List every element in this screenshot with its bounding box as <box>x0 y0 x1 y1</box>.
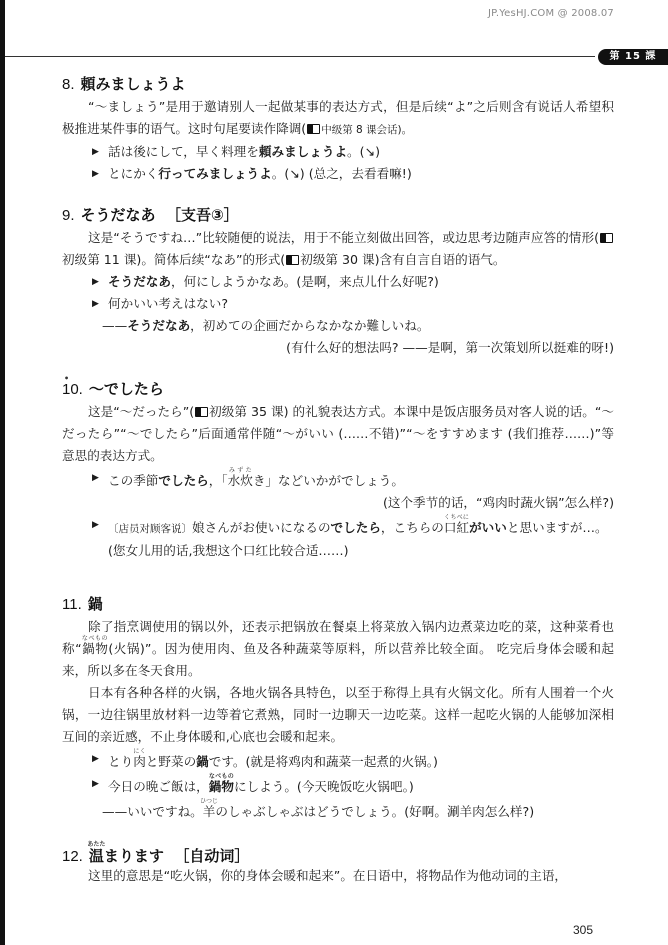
example-item <box>62 748 614 773</box>
triangle-bullet-icon: ▶ <box>92 169 99 179</box>
ruby-word: 温あたた <box>87 841 106 865</box>
watermark: JP.YesHJ.COM @ 2008.07 <box>488 8 614 19</box>
paragraph-text: 这是“～だったら”( <box>88 404 195 419</box>
example-keyword: 鍋 <box>196 754 209 769</box>
section-heading: 頼みましょうよ <box>80 75 186 93</box>
book-icon <box>195 407 208 417</box>
example-text: と野菜の <box>145 754 197 769</box>
paragraph-text: 除了指烹调使用的锅以外，还表示把锅放在餐桌上将菜放入锅内边煮菜边吃的菜，这种菜肴也称“ <box>62 619 614 656</box>
section-heading: そうだなあ <box>80 206 156 224</box>
triangle-bullet-icon: ▶ <box>92 473 99 483</box>
example-text: き」などいかがでしょう。 <box>252 473 404 488</box>
paragraph-text: 这是“そうですね…”比较随便的说法，用于不能立刻做出回答，或边思考边随声应答的情形( <box>88 230 599 245</box>
example-text: この季節 <box>108 473 159 488</box>
section-10-paragraph <box>62 401 614 467</box>
triangle-bullet-icon: ▶ <box>92 754 99 764</box>
book-icon <box>286 255 299 265</box>
triangle-bullet-icon: ▶ <box>92 520 99 530</box>
example-item <box>62 467 614 492</box>
ruby-word: 羊ひつじ <box>200 798 219 819</box>
example-reply <box>62 798 614 823</box>
triangle-bullet-icon: ▶ <box>92 147 99 157</box>
example-text: 。(↘) <box>347 144 381 159</box>
lesson-badge: 第 15 課 <box>598 49 668 65</box>
paragraph-text: 初级第 30 课)含有自言自语的语气。 <box>300 252 506 267</box>
paragraph-text: “～ましょう”是用于邀请别人一起做某事的表达方式，但是后续“よ”之后则含有说话人希望积极推进某件事的语气。这时句尾要读作降调( <box>62 99 614 136</box>
example-text: 。(↘) (总之，去看看嘛!) <box>271 166 412 181</box>
triangle-bullet-icon: ▶ <box>92 299 99 309</box>
paragraph-text: (火锅)”。因为使用肉、鱼及各种蔬菜等原料，所以营养比较全面。 吃完后身体会暖和起来，所以多在冬天食用。 <box>62 641 615 678</box>
triangle-bullet-icon: ▶ <box>92 277 99 287</box>
section-tag: ［自动词］ <box>174 847 250 865</box>
page-content <box>62 72 614 887</box>
section-number: 11. <box>62 596 82 613</box>
reference-text: 中级第 8 课会话)。 <box>321 124 413 136</box>
stray-dot: • <box>64 374 70 383</box>
triangle-bullet-icon: ▶ <box>92 779 99 789</box>
section-9-paragraph <box>62 227 614 271</box>
section-tag: ［支吾③］ <box>165 206 239 224</box>
example-text: 話は後にして，早く料理を <box>108 144 259 159</box>
example-text: 娘さんがお使いになるの <box>192 520 331 535</box>
example-item <box>62 163 614 185</box>
section-8-title <box>62 72 614 96</box>
example-text: とにかく <box>108 166 159 181</box>
example-item <box>62 773 614 798</box>
section-12-title <box>62 841 614 865</box>
example-text: です。(就是将鸡肉和蔬菜一起煮的火锅。) <box>208 754 438 769</box>
section-number: 8. <box>62 76 75 93</box>
book-icon <box>600 233 613 243</box>
ruby-word: 鍋物なべもの <box>208 773 234 794</box>
section-11-paragraph-1 <box>62 616 614 682</box>
example-text: ——いいですね。 <box>102 804 203 819</box>
example-item <box>62 293 614 315</box>
example-keyword: そうだなあ <box>127 318 191 333</box>
example-text: にしよう。(今天晚饭吃火锅吧。) <box>233 779 414 794</box>
ruby-word: 口紅くちべに <box>443 514 470 535</box>
section-heading: ～でしたら <box>88 380 164 398</box>
ruby-word: 肉にく <box>133 748 146 769</box>
example-item <box>62 271 614 293</box>
example-text: ，何にしようかなあ。(是啊，来点儿什么好呢?) <box>170 274 439 289</box>
section-heading: 鍋 <box>87 595 103 613</box>
example-text: ，こちらの <box>380 520 444 535</box>
paragraph-text: 初级第 35 课) 的礼貌表达方式。本课中是饭店服务员对客人说的话。“～だったら”“～でしたら”后面通常伴随“～がいい (……不错)”“～をすすめます (我们推荐……)”等意思的表达方式。 <box>62 404 614 463</box>
example-text: —— <box>102 318 128 333</box>
ruby-word: 鍋物なべもの <box>81 635 109 656</box>
example-text: のしゃぶしゃぶはどうでしょう。(好啊。涮羊肉怎么样?) <box>215 804 535 819</box>
example-text: ，初めての企画だからなかなか難しいね。 <box>190 318 430 333</box>
section-number: 10. <box>62 381 83 398</box>
ruby-word: 水炊みずた <box>227 467 253 488</box>
example-text: と思いますが…。(您女儿用的话,我想这个口红比较合适……) <box>108 520 608 558</box>
example-keyword: 頼みましょうよ <box>258 144 348 159</box>
section-number: 9. <box>62 207 75 224</box>
section-10-title <box>62 374 614 401</box>
section-heading: まります <box>103 847 164 865</box>
page-spine-bar <box>0 0 5 945</box>
header-rule <box>5 56 595 57</box>
example-keyword: でしたら <box>158 473 209 488</box>
section-11-paragraph-2: 日本有各种各样的火锅，各地火锅各具特色，以至于称得上具有火锅文化。所有人围着一个火锅，一边往锅里放材料一边等着它煮熟，同时一边聊天一边吃菜。这样一起吃火锅的人能够加深相互间的亲近感，不止身体暖和,心底也会暖和起来。 <box>62 685 614 744</box>
example-text: ，「 <box>208 473 228 488</box>
section-11-title <box>62 592 614 616</box>
example-text: 何かいい考えはない? <box>108 296 229 311</box>
example-keyword: 行ってみましょうよ <box>158 166 272 181</box>
section-9-title <box>62 203 614 227</box>
example-keyword: そうだなあ <box>108 274 171 289</box>
example-item <box>62 514 614 562</box>
example-text: とり <box>108 754 134 769</box>
context-label: 〔店员对顾客说〕 <box>108 523 192 535</box>
page-number: 305 <box>573 923 594 937</box>
example-reply <box>62 315 614 337</box>
book-icon <box>307 124 320 134</box>
section-8-paragraph <box>62 96 614 141</box>
section-number: 12. <box>62 848 83 865</box>
example-keyword: でしたら <box>330 520 381 535</box>
example-keyword: がいい <box>469 520 507 535</box>
example-item <box>62 141 614 163</box>
paragraph-text: 初级第 11 课)。简体后续“なあ”的形式( <box>62 252 286 267</box>
example-translation: (有什么好的想法吗? ——是啊，第一次策划所以挺难的呀!) <box>286 340 614 355</box>
example-translation: (这个季节的话，“鸡肉时蔬火锅”怎么样?) <box>382 495 614 510</box>
section-12-paragraph: 这里的意思是“吃火锅，你的身体会暖和起来”。在日语中，将物品作为他动词的主语， <box>88 868 568 883</box>
example-text: 今日の晩ご飯は， <box>108 779 209 794</box>
